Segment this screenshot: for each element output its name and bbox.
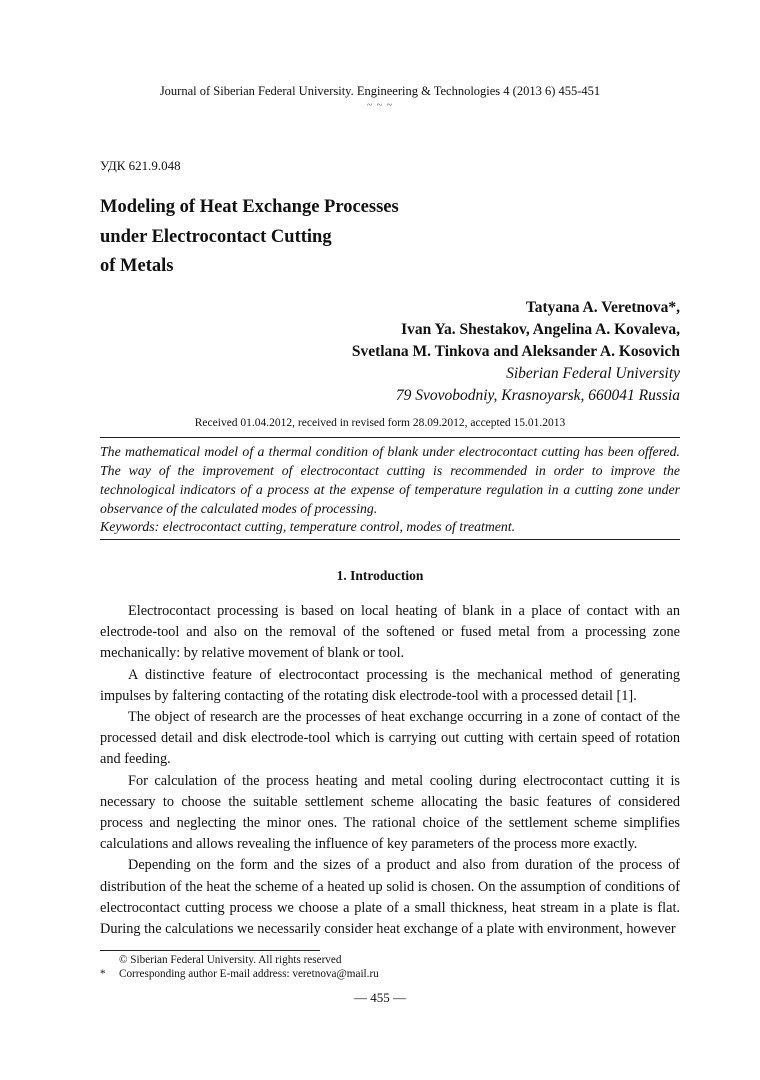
paragraph: The object of research are the processes of heat exchange occurring in a zone of contact of the processed detail and disk electrode-tool which is carrying out cutting with certain speed of rotation and feeding.	[100, 709, 680, 768]
section-heading: 1. Introduction	[336, 568, 424, 583]
copyright-footnote: © Siberian Federal University. All rights reserved	[119, 954, 342, 966]
author-block	[352, 297, 680, 407]
author-line-3: Svetlana M. Tinkova and Aleksander A. Kosovich	[351, 343, 680, 360]
paragraph: Depending on the form and the sizes of a product and also from duration of the process of distribution of the heat the scheme of a heated up solid is chosen. On the assumption of conditions of electrocontact cutting process we choose a plate of a small thickness, heat stream in a plate is flat. During the calculations we necessarily consider heat exchange of a plate with environment, however	[100, 857, 680, 938]
corresponding-footnote	[100, 968, 379, 980]
received-dates: Received 01.04.2012, received in revised form 28.09.2012, accepted 15.01.2013	[194, 417, 566, 429]
corresponding-email: Corresponding author E-mail address: veretnova@mail.ru	[119, 968, 379, 980]
author-line-1: Tatyana A. Veretnova*,	[525, 299, 680, 316]
footnote-rule	[100, 950, 320, 951]
footnote-mark: *	[100, 968, 106, 980]
journal-header: Journal of Siberian Federal University. Engineering & Technologies 4 (2013 6) 455-451	[159, 84, 601, 98]
title-line-1: Modeling of Heat Exchange Processes	[100, 197, 399, 217]
title-line-2: under Electrocontact Cutting	[100, 226, 332, 247]
abstract: The mathematical model of a thermal condition of blank under electrocontact cutting has been offered. The way of the improvement of electrocontact cutting is recommended in order to improve the technological indicators of a process at the expense of temperature regulation in a cutting zone under observance of the calculated modes of processing.	[100, 444, 680, 516]
header-ornament: ~ ~ ~	[366, 100, 394, 111]
author-line-2: Ivan Ya. Shestakov, Angelina A. Kovaleva,	[401, 321, 680, 338]
paragraph: For calculation of the process heating and metal cooling during electrocontact cutting it is necessary to choose the suitable settlement scheme allocating the basic features of considered process and neglecting the minor ones. The rational choice of the settlement scheme simplifies calculations and allows revealing the influence of key parameters of the process more exactly.	[100, 772, 680, 853]
paper-title	[100, 193, 500, 282]
abstract-bottom-rule	[100, 539, 680, 540]
page-number: — 455 —	[354, 990, 406, 1005]
paragraph: Electrocontact processing is based on local heating of blank in a place of contact with an electrode-tool and also on the removal of the softened or fused metal from a processing zone mechanically: by relative movement of blank or tool.	[100, 603, 680, 662]
body-text	[100, 601, 680, 940]
title-line-3: of Metals	[100, 256, 174, 276]
affiliation: Siberian Federal University	[506, 365, 680, 382]
keywords: Keywords: electrocontact cutting, temperature control, modes of treatment.	[100, 519, 516, 534]
abstract-top-rule	[100, 437, 680, 438]
udc-code: УДК 621.9.048	[100, 158, 181, 173]
paragraph: A distinctive feature of electrocontact processing is the mechanical method of generating impulses by faltering contacting of the rotating disk electrode-tool with a processed detail [1].	[100, 666, 680, 704]
address: 79 Svovobodniy, Krasnoyarsk, 660041 Russia	[395, 387, 680, 404]
